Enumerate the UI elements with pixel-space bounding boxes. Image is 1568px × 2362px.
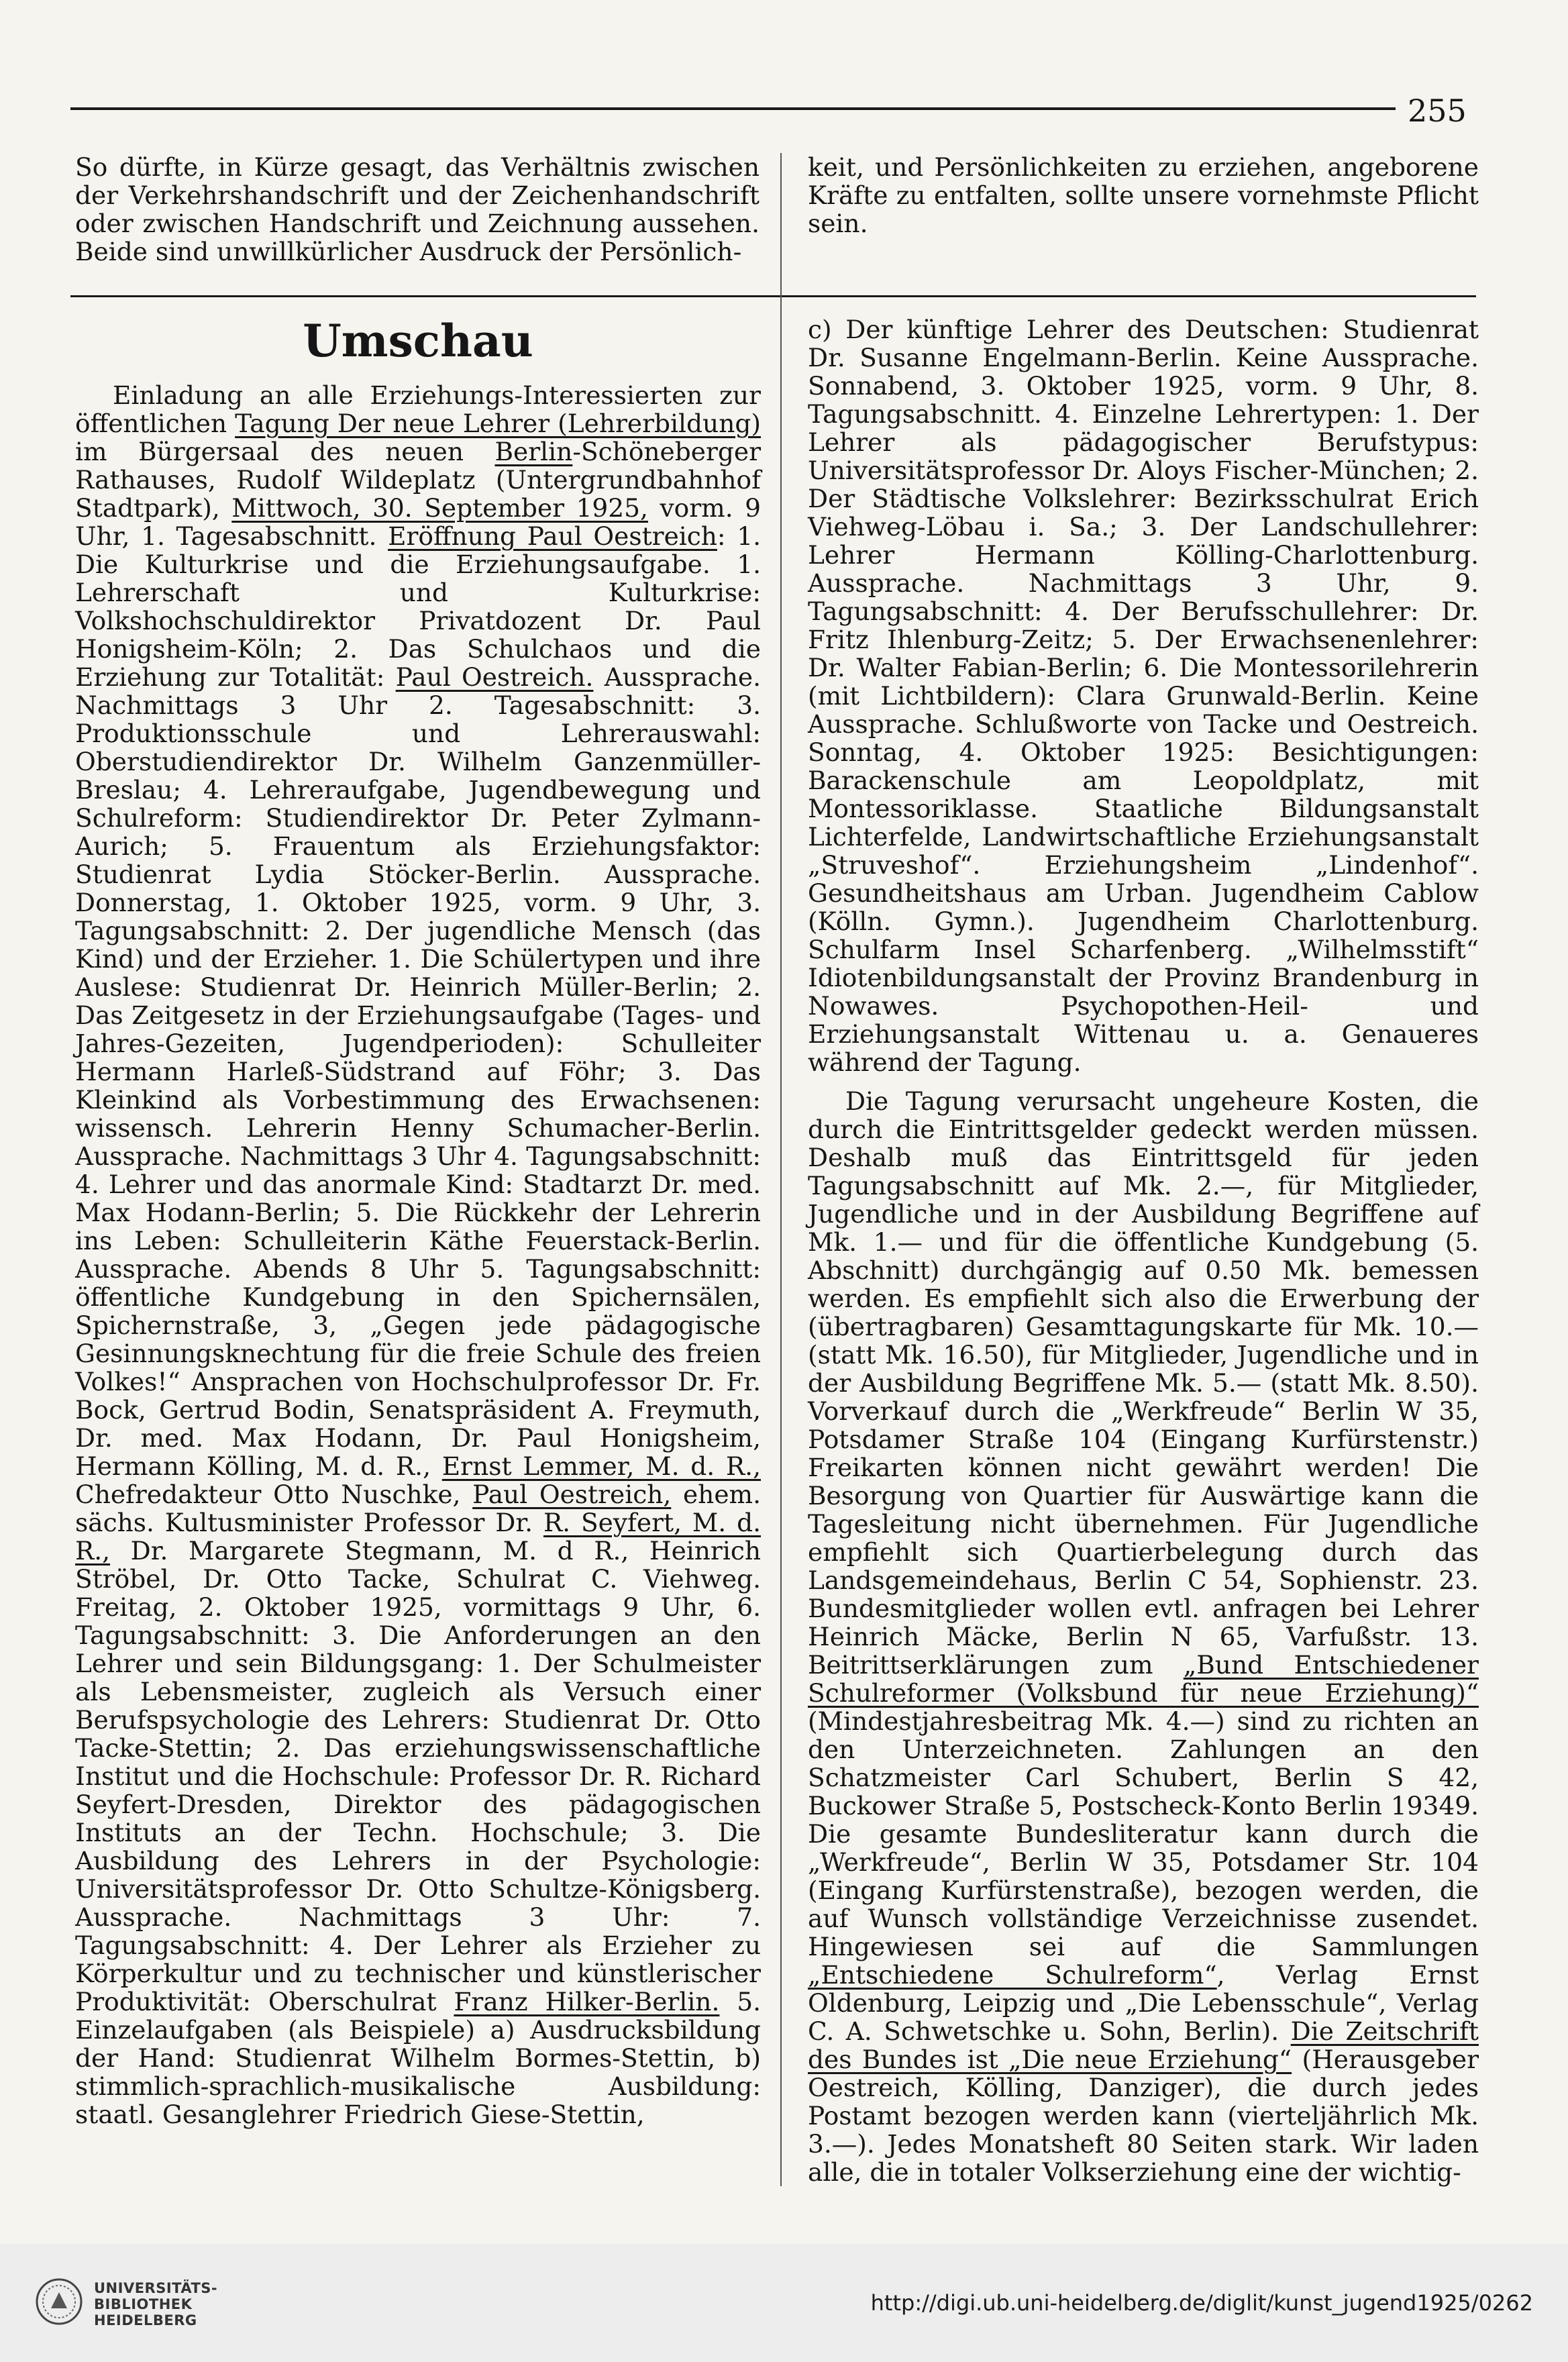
text-run: Aussprache. Nachmittags 3 Uhr 2. Tagesabschnitt: 3. Produktionsschule und Lehrerauswahl: Oberstudiendirektor Dr. Wilhelm Ganzenmüller-Breslau; 4. Lehreraufgabe, Jugendbewegung und Schulreform: Studiendirektor Dr. Peter Zylmann-Aurich; 5. Frauentum als Erziehungsfaktor: Studienrat Lydia Stöcker-Berlin. Aussprache. Donnerstag, 1. Oktober 1925, vorm. 9 Uhr, 3. Tagungsabschnitt: 2. Der jugendliche Mensch (das Kind) und der Erzieher. 1. Die Schülertypen und ihre Auslese: Studienrat Dr. Heinrich Müller-Berlin; 2. Das Zeitgesetz in der Erziehungsaufgabe (Tages- und Jahres-Gezeiten, Jugendperioden): Schulleiter Hermann Harleß-Südstrand auf Föhr; 3. Das Kleinkind als Vorbestimmung des Erwachsenen: wissensch. Lehrerin Henny Schumacher-Berlin. Aussprache. Nachmittags 3 Uhr 4. Tagungsabschnitt: 4. Lehrer und das anormale Kind: Stadtarzt Dr. med. Max Hodann-Berlin; 5. Die Rückkehr der Lehrerin ins Leben: Schulleiterin Käthe Feuerstack-Berlin. Aussprache. Abends 8 Uhr 5. Tagungsabschnitt: öffentliche Kundgebung in den Spichernsälen, Spichernstraße, 3, „Gegen jede pädagogische Gesinnungsknechtung für die freie Schule des freien Volkes!“ Ansprachen von Hochschulprofessor Dr. Fr. Bock, Gertrud Bodin, Senatspräsident A. Freymuth, Dr. med. Max Hodann, Dr. Paul Honigsheim, Hermann Kölling, M. d. R.,: [75, 662, 761, 1481]
underlined-run: „Entschiedene Schulreform“: [808, 1960, 1217, 1990]
source-url-link[interactable]: http://digi.ub.uni-heidelberg.de/diglit/kunst_jugend1925/0262: [870, 2290, 1533, 2316]
footer-bar: [0, 2244, 1568, 2362]
text-run: -Schöneberger Rathauses, Rudolf Wildeplatz (Untergrundbahnhof Stadtpark),: [75, 437, 761, 523]
paragraph-gap: [808, 1076, 1479, 1087]
section-rule: [70, 295, 1476, 297]
underlined-run: Ernst Lemmer, M. d. R.,: [441, 1451, 761, 1481]
underlined-run: Mittwoch, 30. September 1925,: [231, 493, 648, 523]
text-run: (Herausgeber Oestreich, Kölling, Danziger), die durch jedes Postamt bezogen werden kann (vierteljährlich Mk. 3.—). Jedes Monatsheft 80 Seiten stark. Wir laden alle, die in totaler Volkserziehung eine der wichtig-: [808, 2045, 1479, 2187]
top-left-text: [75, 153, 760, 266]
right-paragraph-2: [808, 1087, 1479, 2186]
text-run: : 1. Die Kulturkrise und die Erziehungsaufgabe. 1. Lehrerschaft und Kulturkrise: Volkshochschuldirektor Privatdozent Dr. Paul Honigsheim-Köln; 2. Das Schulchaos und die Erziehung zur Totalität:: [75, 521, 761, 692]
university-seal-icon: [35, 2277, 83, 2326]
right-column: [808, 315, 1479, 2186]
text-run: vorm. 9 Uhr, 1. Tagesabschnitt.: [75, 493, 761, 551]
underlined-run: Paul Oestreich,: [472, 1480, 672, 1509]
library-logo-text: [94, 2280, 217, 2328]
text-run: im Bürgersaal des neuen: [75, 437, 495, 466]
section-heading: Umschau: [303, 315, 533, 367]
left-column: [75, 315, 761, 2128]
left-paragraph: [75, 381, 761, 2128]
underlined-run: R. Seyfert, M. d. R.,: [75, 1508, 762, 1565]
underlined-run: Die Zeitschrift des Bundes ist „Die neue Erziehung“: [808, 2016, 1479, 2074]
underlined-run: „Bund Entschiedener Schulreformer (Volksbund für neue Erziehung)“: [808, 1650, 1479, 1708]
underlined-run: Tagung Der neue Lehrer (Lehrerbildung): [235, 409, 761, 438]
logo-line: UNIVERSITÄTS-: [94, 2280, 218, 2296]
underlined-run: Berlin: [494, 437, 573, 466]
logo-line: BIBLIOTHEK: [94, 2296, 193, 2312]
text-run: Dr. Margarete Stegmann, M. d R., Heinrich Ströbel, Dr. Otto Tacke, Schulrat C. Viehweg. Freitag, 2. Oktober 1925, vormittags 9 Uhr, 6. Tagungsabschnitt: 3. Die Anforderungen an den Lehrer und sein Bildungsgang: 1. Der Schulmeister als Lebensmeister, zugleich als Versuch einer Berufspsychologie des Lehrers: Studienrat Dr. Otto Tacke-Stettin; 2. Das erziehungswissenschaftliche Institut und die Hochschule: Professor Dr. R. Richard Seyfert-Dresden, Direktor des pädagogischen Instituts an der Techn. Hochschule; 3. Die Ausbildung des Lehrers in der Psychologie: Universitätsprofessor Dr. Otto Schultze-Königsberg. Aussprache. Nachmittags 3 Uhr: 7. Tagungsabschnitt: 4. Der Lehrer als Erzieher zu Körperkultur und zu technischer und künstlerischer Produktivität: Oberschulrat: [75, 1536, 761, 2016]
text-run: 5. Einzelaufgaben (als Beispiele) a) Ausdrucksbildung der Hand: Studienrat Wilhelm Bormes-Stettin, b) stimmlich-sprachlich-musikalische Ausbildung: staatl. Gesanglehrer Friedrich Giese-Stettin,: [75, 1987, 761, 2129]
text-run: Einladung an alle Erziehungs-Interessierten zur öffentlichen: [75, 380, 761, 438]
text-run: Die Tagung verursacht ungeheure Kosten, die durch die Eintrittsgelder gedeckt werden müssen. Deshalb muß das Eintrittsgeld für jeden Tagungsabschnitt auf Mk. 2.—, für Mitglieder, Jugendliche und in der Ausbildung Begriffene auf Mk. 1.— und für die öffentliche Kundgebung (5. Abschnitt) durchgängig auf 0.50 Mk. bemessen werden. Es empfiehlt sich also die Erwerbung der (übertragbaren) Gesamttagungskarte für Mk. 10.— (statt Mk. 16.50), für Mitglieder, Jugendliche und in der Ausbildung Begriffene Mk. 5.— (statt Mk. 8.50). Vorverkauf durch die „Werkfreude“ Berlin W 35, Potsdamer Straße 104 (Eingang Kurfürstenstr.) Freikarten können nicht gewährt werden! Die Besorgung von Quartier für Auswärtige kann die Tagesleitung nicht übernehmen. Für Jugendliche empfiehlt sich Quartierbelegung durch das Landsgemeindehaus, Berlin C 54, Sophienstr. 23. Bundesmitglieder wollen evtl. anfragen bei Lehrer Heinrich Mäcke, Berlin N 65, Varfußstr. 13. Beitrittserklärungen zum: [808, 1086, 1479, 1680]
text-run: Chefredakteur Otto Nuschke,: [75, 1480, 473, 1509]
page-number: 255: [1408, 93, 1467, 129]
underlined-run: Franz Hilker-Berlin.: [454, 1987, 720, 2016]
underlined-run: Paul Oestreich.: [395, 662, 594, 692]
text-run: (Mindestjahresbeitrag Mk. 4.—) sind zu richten an den Unterzeichneten. Zahlungen an den Schatzmeister Carl Schubert, Berlin S 42, Buckower Straße 5, Postscheck-Konto Berlin 19349. Die gesamte Bundesliteratur kann durch die „Werkfreude“, Berlin W 35, Potsdamer Str. 104 (Eingang Kurfürstenstraße), bezogen werden, die auf Wunsch vollständige Verzeichnisse zusendet. Hingewiesen sei auf die Sammlungen: [808, 1706, 1479, 1961]
text-run: ehem. sächs. Kultusminister Professor Dr.: [75, 1480, 762, 1537]
top-right-text: [808, 153, 1479, 238]
top-right-paragraph: keit, und Persönlichkeiten zu erziehen, angeborene Kräfte zu entfalten, sollte unsere vornehmste Pflicht sein.: [808, 152, 1479, 238]
right-paragraph-1: c) Der künftige Lehrer des Deutschen: Studienrat Dr. Susanne Engelmann-Berlin. Keine Aussprache. Sonnabend, 3. Oktober 1925, vorm. 9 Uhr, 8. Tagungsabschnitt. 4. Einzelne Lehrertypen: 1. Der Lehrer als pädagogischer Berufstypus: Universitätsprofessor Dr. Aloys Fischer-München; 2. Der Städtische Volkslehrer: Bezirksschulrat Erich Viehweg-Löbau i. Sa.; 3. Der Landschullehrer: Lehrer Hermann Kölling-Charlottenburg. Aussprache. Nachmittags 3 Uhr, 9. Tagungsabschnitt: 4. Der Berufsschullehrer: Dr. Fritz Ihlenburg-Zeitz; 5. Der Erwachsenenlehrer: Dr. Walter Fabian-Berlin; 6. Die Montessorilehrerin (mit Lichtbildern): Clara Grunwald-Berlin. Keine Aussprache. Schlußworte von Tacke und Oestreich. Sonntag, 4. Oktober 1925: Besichtigungen: Barackenschule am Leopoldplatz, mit Montessoriklasse. Staatliche Bildungsanstalt Lichterfelde, Landwirtschaftliche Erziehungsanstalt „Struveshof“. Erziehungsheim „Lindenhof“. Gesundheitshaus am Urban. Jugendheim Cablow (Kölln. Gymn.). Jugendheim Charlottenburg. Schulfarm Insel Scharfenberg. „Wilhelmsstift“ Idiotenbildungsanstalt der Provinz Brandenburg in Nowawes. Psychopothen-Heil- und Erziehungsanstalt Wittenau u. a. Genaueres während der Tagung.: [808, 315, 1479, 1077]
logo-line: HEIDELBERG: [94, 2312, 197, 2328]
underlined-run: Eröffnung Paul Oestreich: [388, 521, 717, 551]
header-rule: [70, 107, 1396, 110]
top-left-paragraph: So dürfte, in Kürze gesagt, das Verhältnis zwischen der Verkehrshandschrift und der Zeichenhandschrift oder zwischen Handschrift und Zeichnung aussehen. Beide sind unwillkürlicher Ausdruck der Persönlich-: [75, 152, 760, 266]
text-run: , Verlag Ernst Oldenburg, Leipzig und „Die Lebensschule“, Verlag C. A. Schwetschke u. Sohn, Berlin).: [808, 1960, 1479, 2046]
column-divider: [780, 153, 782, 2186]
